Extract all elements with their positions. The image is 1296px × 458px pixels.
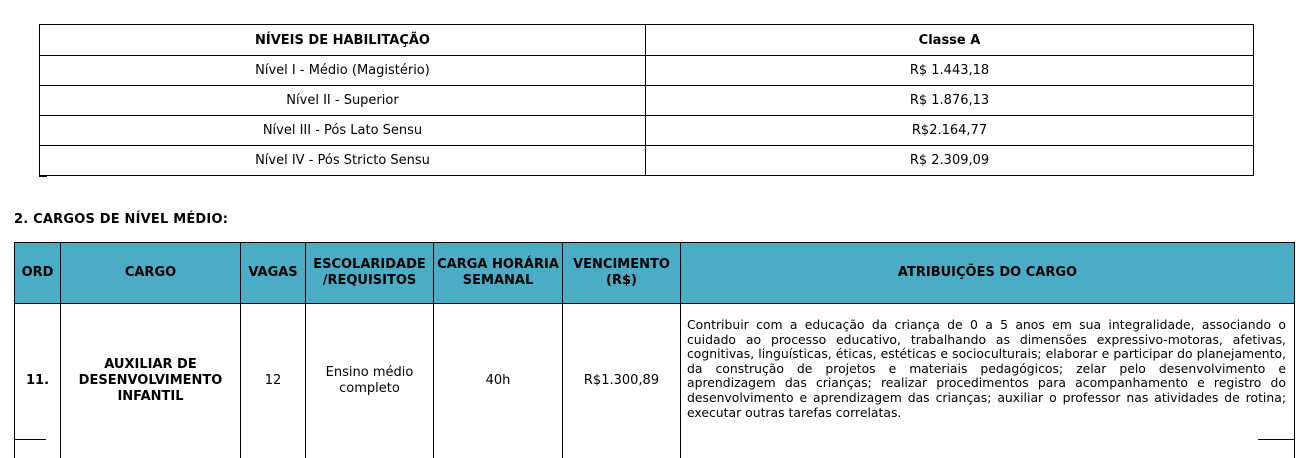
salary-levels-table <box>39 24 1254 176</box>
section-heading: 2. CARGOS DE NÍVEL MÉDIO: <box>14 212 228 227</box>
header-carga-horaria: CARGA HORÁRIA SEMANAL <box>434 243 563 304</box>
header-levels: NÍVEIS DE HABILITAÇÃO <box>40 25 646 56</box>
cell-vencimento: R$1.300,89 <box>563 304 681 458</box>
cell-atribuicoes: Contribuir com a educação da criança de 0 a 5 anos em sua integralidade, associando o cuidado ao processo educativo, trabalhando as dimensões expressivo-motoras, afetivas, cognitivas, linguísticas, éticas, estéticas e socioculturais; elaborar e participar do planejamento, da construção de projetos e materiais pedagógicos; zelar pelo desenvolvimento e aprendizagem das crianças; realizar procedimentos para acompanhamento e registro do desenvolvimento e aprendizagem das crianças; auxiliar o professor nas atividades de rotina; executar outras tarefas correlatas. <box>681 304 1295 458</box>
level-name: Nível IV - Pós Stricto Sensu <box>40 146 646 176</box>
header-vagas: VAGAS <box>241 243 306 304</box>
level-value: R$2.164,77 <box>646 116 1254 146</box>
level-value: R$ 2.309,09 <box>646 146 1254 176</box>
header-ord: ORD <box>15 243 61 304</box>
table-row <box>40 56 1254 86</box>
cell-cargo: AUXILIAR DE DESENVOLVIMENTO INFANTIL <box>61 304 241 458</box>
header-vencimento: VENCIMENTO (R$) <box>563 243 681 304</box>
level-name: Nível III - Pós Lato Sensu <box>40 116 646 146</box>
table-header-row <box>15 243 1295 304</box>
table-edge-mark <box>39 176 47 177</box>
table-edge-mark <box>1258 439 1294 440</box>
header-cargo: CARGO <box>61 243 241 304</box>
table-edge-mark <box>14 439 46 440</box>
header-class-a: Classe A <box>646 25 1254 56</box>
level-value: R$ 1.443,18 <box>646 56 1254 86</box>
table-row <box>40 86 1254 116</box>
positions-table <box>14 242 1295 458</box>
level-name: Nível II - Superior <box>40 86 646 116</box>
table-header-row <box>40 25 1254 56</box>
cell-ord: 11. <box>15 304 61 458</box>
cell-carga-horaria: 40h <box>434 304 563 458</box>
level-name: Nível I - Médio (Magistério) <box>40 56 646 86</box>
table-row <box>40 146 1254 176</box>
header-escolaridade: ESCOLARIDADE /REQUISITOS <box>306 243 434 304</box>
table-row <box>15 304 1295 458</box>
cell-escolaridade: Ensino médio completo <box>306 304 434 458</box>
level-value: R$ 1.876,13 <box>646 86 1254 116</box>
header-atribuicoes: ATRIBUIÇÕES DO CARGO <box>681 243 1295 304</box>
cell-vagas: 12 <box>241 304 306 458</box>
table-row <box>40 116 1254 146</box>
